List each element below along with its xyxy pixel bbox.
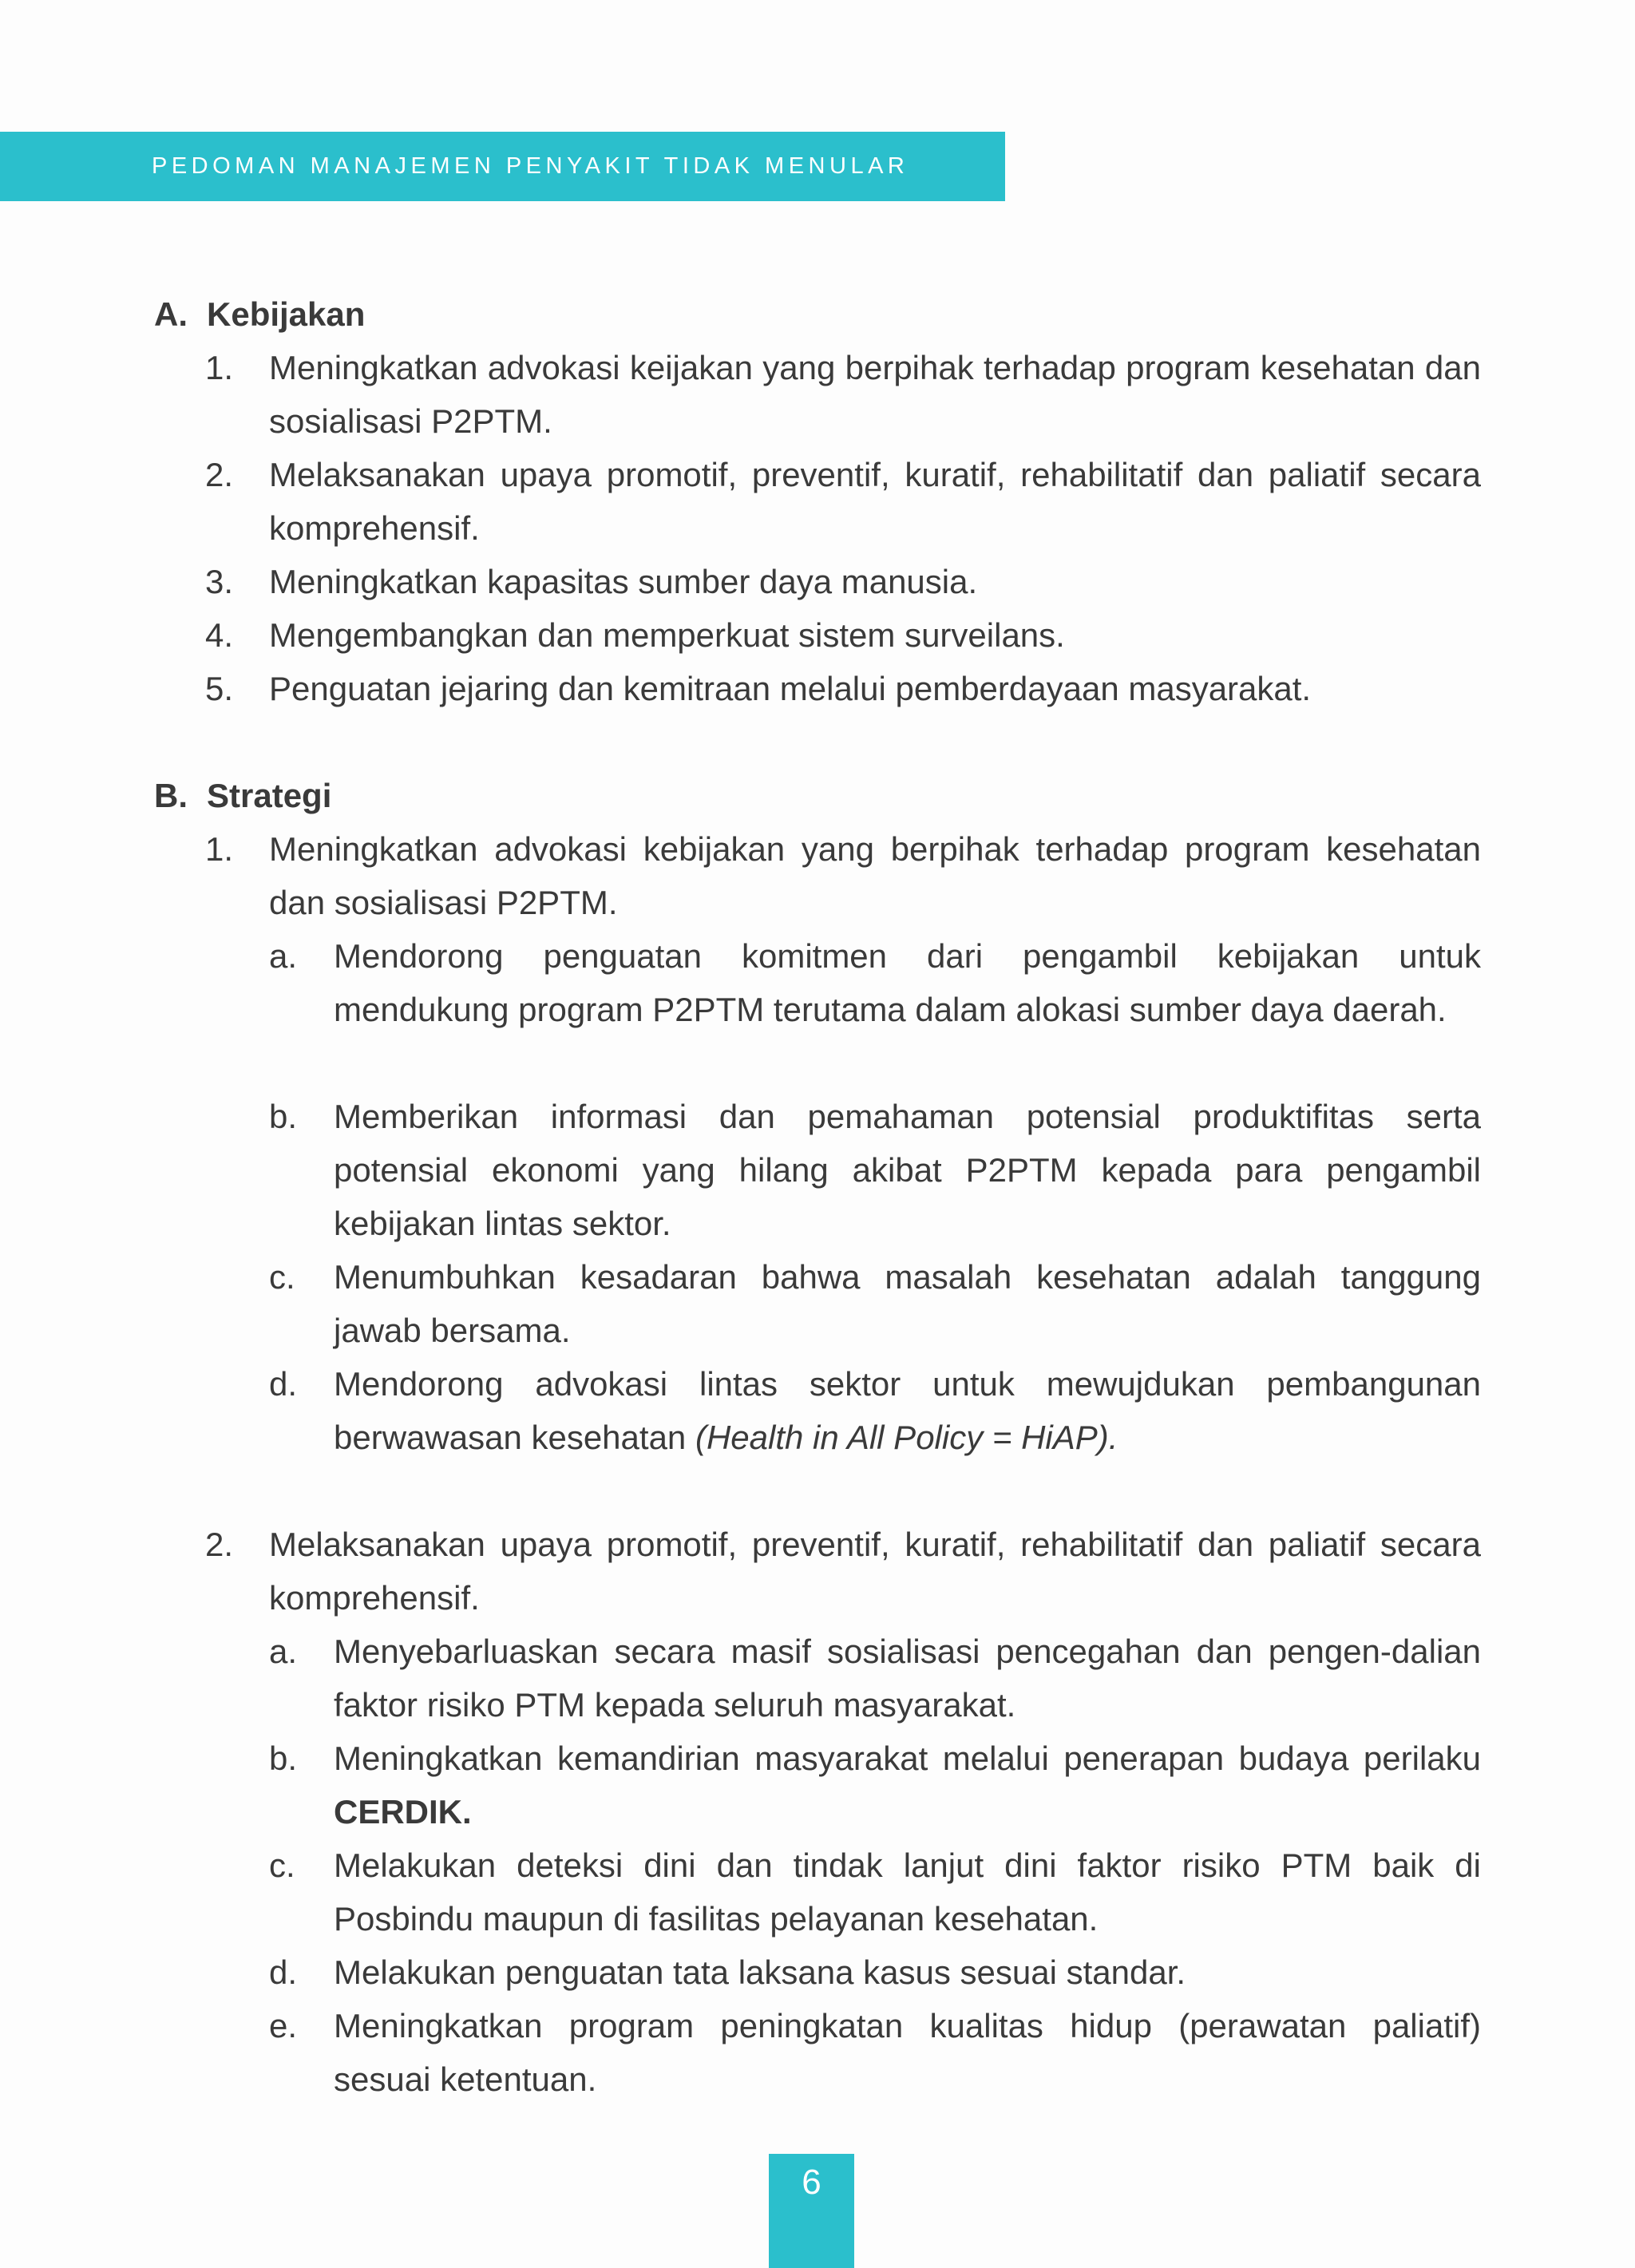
list-item-text: Mendorong penguatan komitmen dari pengambil kebijakan untuk mendukung program P2PTM terutama dalam alokasi sumber daya daerah. [334, 937, 1481, 1028]
list-marker: a. [269, 1633, 298, 1670]
section-a-title: Kebijakan [207, 295, 366, 333]
list-marker: 2. [205, 1526, 234, 1563]
list-marker: b. [269, 1098, 298, 1135]
strategy-item [205, 1518, 1481, 1625]
running-header-title: PEDOMAN MANAJEMEN PENYAKIT TIDAK MENULAR [152, 153, 909, 179]
strategy-subitem [269, 1357, 1481, 1464]
section-b-title: Strategi [207, 777, 332, 814]
list-item-text: Melaksanakan upaya promotif, preventif, kuratif, rehabilitatif dan paliatif secara komprehensif. [269, 1526, 1481, 1617]
list-marker: a. [269, 937, 298, 975]
list-item-text: Melaksanakan upaya promotif, preventif, kuratif, rehabilitatif dan paliatif secara komprehensif. [269, 456, 1481, 547]
list-item-text: Melakukan penguatan tata laksana kasus sesuai standar. [334, 1953, 1186, 1991]
section-a-letter: A. [154, 295, 188, 333]
list-item-text: Mendorong advokasi lintas sektor untuk mewujdukan pembangunan berwawasan kesehatan [334, 1365, 1481, 1456]
policy-item [205, 341, 1481, 448]
list-marker: e. [269, 2007, 298, 2044]
list-marker: 3. [205, 563, 234, 600]
section-a-heading [154, 287, 365, 341]
section-b-letter: B. [154, 777, 188, 814]
page-number-tab [769, 2154, 854, 2268]
list-item-text: Meningkatkan kapasitas sumber daya manusia. [269, 563, 978, 600]
strategy-subitem [269, 1945, 1481, 1999]
strategy-item [205, 822, 1481, 929]
list-marker: c. [269, 1258, 295, 1296]
policy-item [205, 608, 1481, 662]
strategy-subitem [269, 1090, 1481, 1250]
list-item-text: Memberikan informasi dan pemahaman potensial produktifitas serta potensial ekonomi yang hilang akibat P2PTM kepada para pengambil kebijakan lintas sektor. [334, 1098, 1481, 1242]
list-item-text: Melakukan deteksi dini dan tindak lanjut dini faktor risiko PTM baik di Posbindu maupun di fasilitas pelayanan kesehatan. [334, 1846, 1481, 1937]
page-number: 6 [802, 2163, 821, 2202]
list-item-text: Menyebarluaskan secara masif sosialisasi pencegahan dan pengen-dalian faktor risiko PTM kepada seluruh masyarakat. [334, 1633, 1481, 1724]
strategy-subitem [269, 1625, 1481, 1732]
list-marker: d. [269, 1953, 298, 1991]
list-item-text: Meningkatkan program peningkatan kualitas hidup (perawatan paliatif) sesuai ketentuan. [334, 2007, 1481, 2098]
list-marker: 5. [205, 670, 234, 707]
list-marker: 1. [205, 830, 234, 868]
policy-emphasis-text: (Health in All Policy = HiAP). [695, 1419, 1118, 1456]
list-marker: d. [269, 1365, 298, 1403]
list-marker: b. [269, 1740, 298, 1777]
list-item-text: Penguatan jejaring dan kemitraan melalui pemberdayaan masyarakat. [269, 670, 1312, 707]
list-marker: 4. [205, 616, 234, 654]
strategy-subitem [269, 1732, 1481, 1839]
list-item-text: Meningkatkan advokasi keijakan yang berpihak terhadap program kesehatan dan sosialisasi P2PTM. [269, 349, 1481, 440]
list-item-text: Mengembangkan dan memperkuat sistem surveilans. [269, 616, 1065, 654]
strategy-subitem [269, 1839, 1481, 1945]
section-b-heading [154, 769, 331, 822]
list-item-text: Menumbuhkan kesadaran bahwa masalah kesehatan adalah tanggung jawab bersama. [334, 1258, 1481, 1349]
list-marker: 1. [205, 349, 234, 386]
strategy-subitem [269, 1250, 1481, 1357]
strategy-subitem [269, 929, 1481, 1036]
strategy-subitem [269, 1999, 1481, 2106]
list-marker: c. [269, 1846, 295, 1884]
list-item-text: Meningkatkan kemandirian masyarakat melalui penerapan budaya perilaku [334, 1740, 1481, 1777]
list-item-text: Meningkatkan advokasi kebijakan yang berpihak terhadap program kesehatan dan sosialisasi P2PTM. [269, 830, 1481, 921]
policy-item [205, 662, 1481, 715]
policy-item [205, 555, 1481, 608]
header-band [0, 132, 1005, 201]
list-marker: 2. [205, 456, 234, 493]
policy-item [205, 448, 1481, 555]
cerdik-emphasis-text: CERDIK. [334, 1793, 472, 1831]
